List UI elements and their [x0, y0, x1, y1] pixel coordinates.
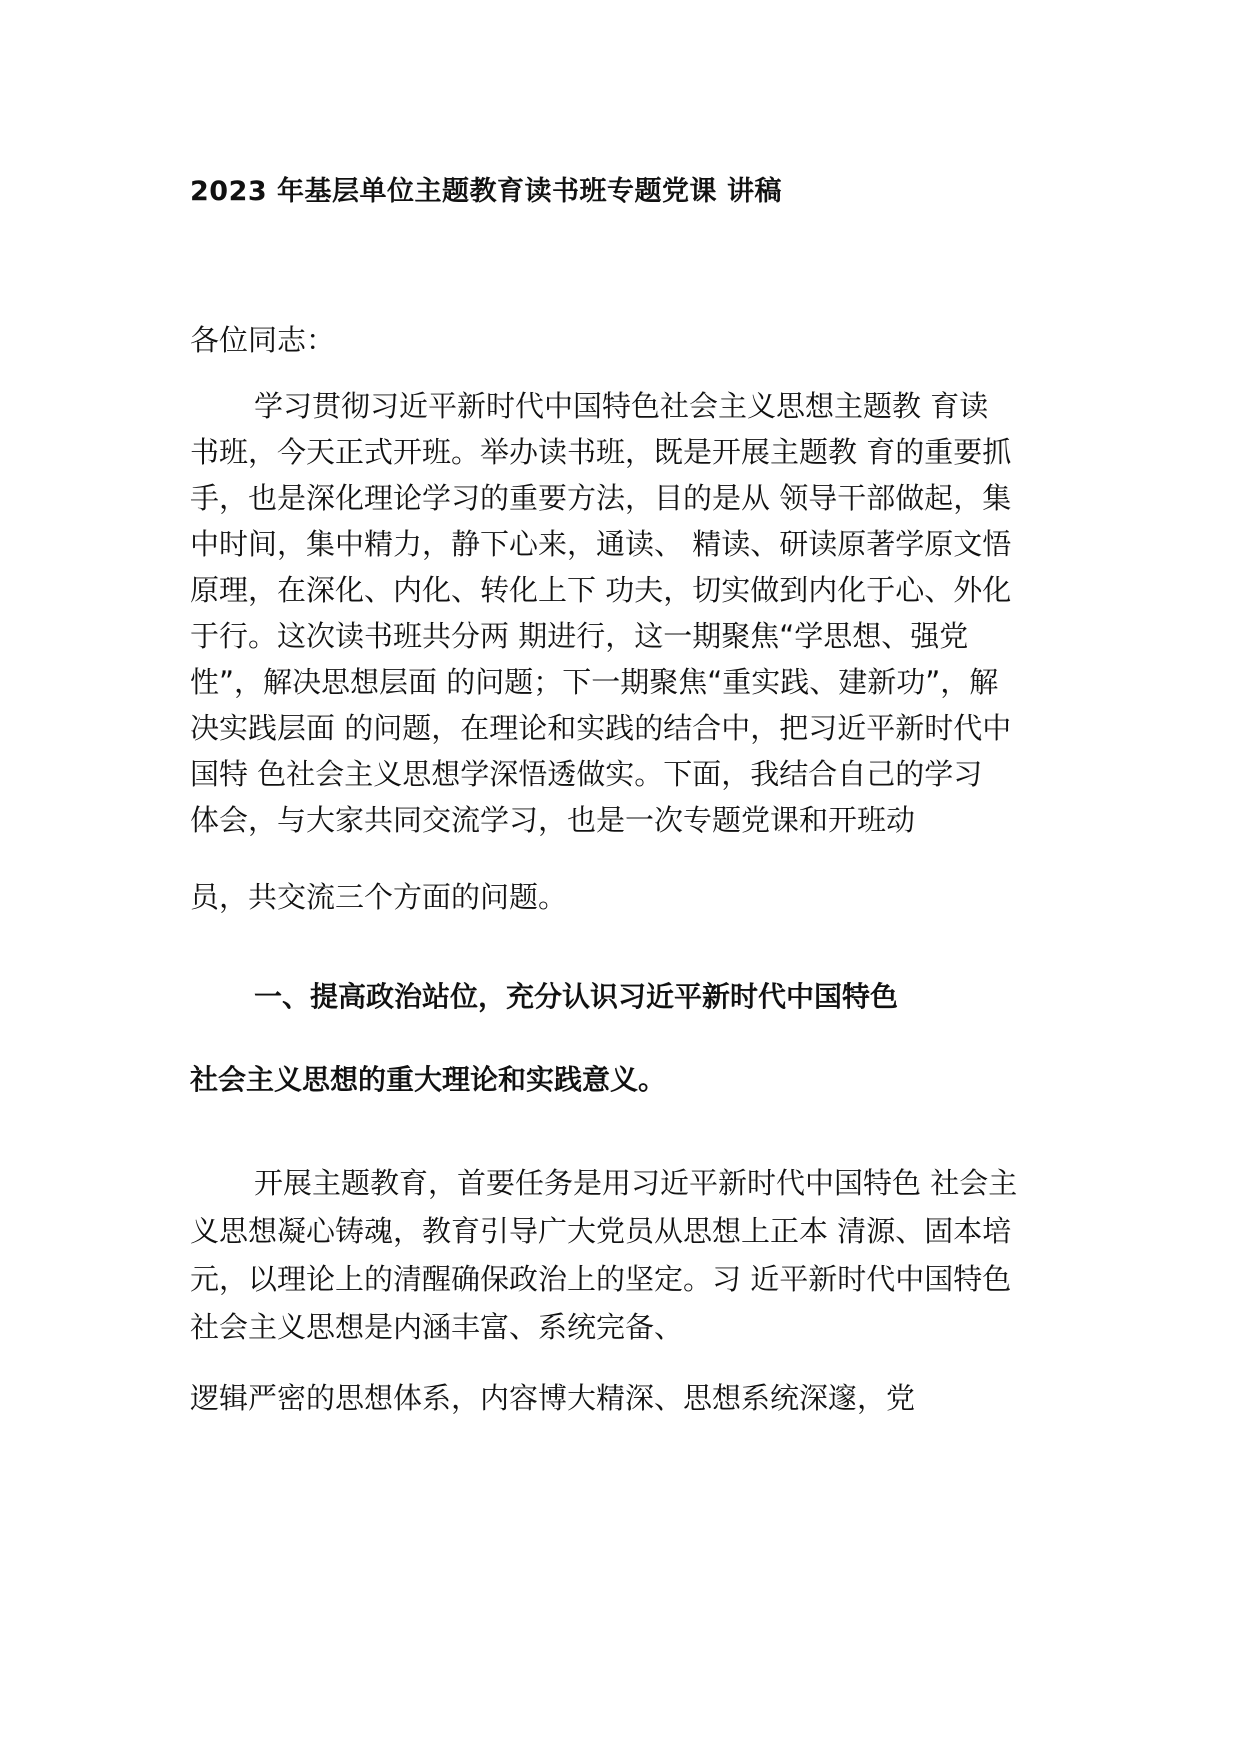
paragraph-line: 中时间，集中精力，静下心来，通读、 精读、研读原著学原文悟: [190, 527, 1012, 561]
paragraph-line: 元，以理论上的清醒确保政治上的坚定。习 近平新时代中国特色: [190, 1262, 1012, 1296]
paragraph-line: 原理，在深化、内化、转化上下 功夫，切实做到内化于心、外化: [190, 573, 1012, 607]
heading-line: 一、提高政治站位，充分认识习近平新时代中国特色: [254, 980, 899, 1013]
paragraph-line: 国特 色社会主义思想学深悟透做实。下面，我结合自己的学习: [190, 757, 983, 791]
paragraph-line: 性”，解决思想层面 的问题；下一期聚焦“重实践、建新功”，解: [190, 665, 999, 699]
paragraph-line: 于行。这次读书班共分两 期进行，这一期聚焦“学思想、强党: [190, 619, 969, 653]
paragraph-line: 逻辑严密的思想体系，内容博大精深、思想系统深邃，党: [190, 1381, 916, 1415]
paragraph-line: 书班，今天正式开班。举办读书班，既是开展主题教 育的重要抓: [190, 435, 1012, 469]
heading-line: 社会主义思想的重大理论和实践意义。: [190, 1063, 667, 1096]
paragraph-line: 员，共交流三个方面的问题。: [190, 880, 568, 914]
paragraph-line: 社会主义思想是内涵丰富、系统完备、: [190, 1310, 684, 1344]
paragraph-line: 体会，与大家共同交流学习，也是一次专题党课和开班动: [190, 803, 916, 837]
paragraph-line: 决实践层面 的问题，在理论和实践的结合中，把习近平新时代中: [190, 711, 1012, 745]
paragraph-line: 开展主题教育，首要任务是用习近平新时代中国特色 社会主: [254, 1166, 1018, 1200]
paragraph-line: 手，也是深化理论学习的重要方法，目的是从 领导干部做起，集: [190, 481, 1012, 515]
document-title: 2023 年基层单位主题教育读书班专题党课 讲稿: [190, 176, 782, 207]
paragraph-line: 学习贯彻习近平新时代中国特色社会主义思想主题教 育读: [254, 389, 989, 423]
salutation: 各位同志：: [190, 323, 336, 357]
paragraph-line: 义思想凝心铸魂，教育引导广大党员从思想上正本 清源、固本培: [190, 1214, 1012, 1248]
